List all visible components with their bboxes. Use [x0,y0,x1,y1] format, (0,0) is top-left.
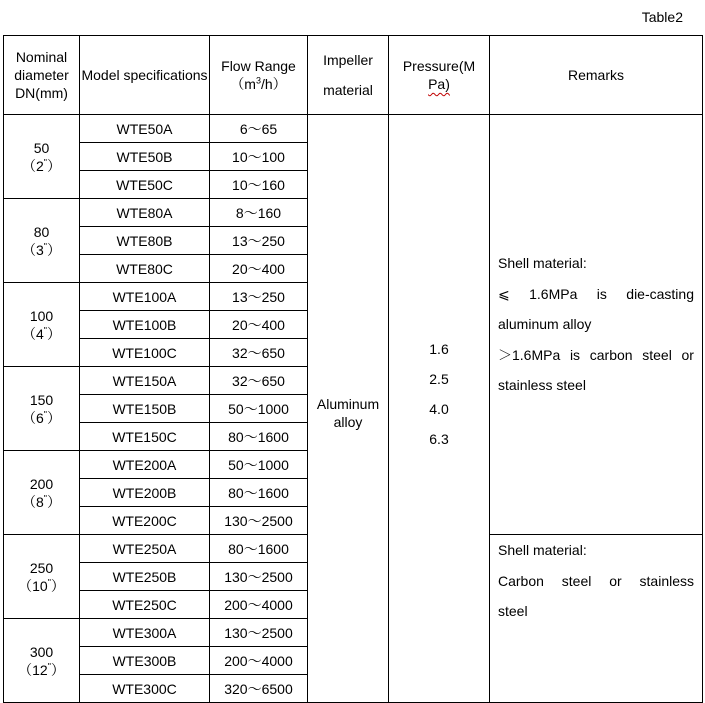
model-cell: WTE100A [80,283,210,311]
model-cell: WTE200C [80,507,210,535]
diameter-mm: 80 [33,223,50,240]
impeller-material-cell: Aluminum alloy [308,115,389,703]
pressure-value: 6.3 [429,430,449,447]
model-cell: WTE100C [80,339,210,367]
remarks-heading: Shell material: [498,255,587,272]
flow-range-cell: 50～1000 [210,451,308,479]
flow-range-cell: 6～65 [210,115,308,143]
flow-range-cell: 80～1600 [210,423,308,451]
flow-range-cell: 130～2500 [210,619,308,647]
diameter-mm: 50 [33,139,50,156]
flow-range-cell: 8～160 [210,199,308,227]
diameter-inch: （4"） [22,324,61,342]
flow-range-cell: 130～2500 [210,563,308,591]
nominal-diameter-cell [4,199,80,283]
header-row [4,36,703,115]
flow-range-cell: 10～100 [210,143,308,171]
diameter-inch: （10"） [18,576,65,594]
nominal-diameter-cell [4,115,80,199]
model-cell: WTE50A [80,115,210,143]
model-cell: WTE150C [80,423,210,451]
remarks-cell-steel [490,535,703,703]
flow-range-cell: 320～6500 [210,675,308,703]
flow-range-cell: 80～1600 [210,479,308,507]
flow-range-cell: 50～1000 [210,395,308,423]
model-cell: WTE150A [80,367,210,395]
model-cell: WTE80C [80,255,210,283]
remarks-line: steel [498,603,528,619]
remarks-line: aluminum alloy [498,316,592,333]
table-row [4,115,703,143]
diameter-inch: （3"） [22,240,61,258]
diameter-mm: 100 [29,307,54,324]
model-cell: WTE300A [80,619,210,647]
table-caption: Table2 [641,9,683,25]
header-impeller-material: Impeller material [308,36,389,115]
remarks-line: ⩽ 1.6MPa is die-casting [498,285,694,302]
diameter-mm: 200 [29,475,54,492]
header-remarks: Remarks [490,36,703,115]
model-cell: WTE300B [80,647,210,675]
specifications-table [3,35,703,703]
model-cell: WTE50B [80,143,210,171]
diameter-mm: 300 [29,643,54,660]
flow-range-cell: 32～650 [210,339,308,367]
remarks-cell-aluminum [490,115,703,535]
flow-range-cell: 200～4000 [210,591,308,619]
remarks-line: Carbon steel or stainless [498,572,694,589]
diameter-mm: 250 [29,559,54,576]
flow-range-cell: 20～400 [210,255,308,283]
pressure-value: 4.0 [429,400,449,417]
flow-range-cell: 13～250 [210,227,308,255]
diameter-inch: （8"） [22,492,61,510]
model-cell: WTE300C [80,675,210,703]
nominal-diameter-cell [4,619,80,703]
model-cell: WTE250A [80,535,210,563]
pressure-value: 1.6 [429,340,449,357]
diameter-inch: （12"） [18,660,65,678]
model-cell: WTE50C [80,171,210,199]
model-cell: WTE80B [80,227,210,255]
remarks-heading: Shell material: [498,542,587,558]
flow-range-cell: 20～400 [210,311,308,339]
flow-range-cell: 13～250 [210,283,308,311]
remarks-line: stainless steel [498,377,586,394]
flow-range-cell: 200～4000 [210,647,308,675]
pressure-cell [389,115,490,703]
model-cell: WTE200B [80,479,210,507]
model-cell: WTE250B [80,563,210,591]
diameter-inch: （6"） [22,408,61,426]
pressure-value: 2.5 [429,370,449,387]
header-nominal-diameter: Nominal diameter DN(mm) [4,36,80,115]
nominal-diameter-cell [4,283,80,367]
header-pressure: Pressure(M Pa) [389,36,490,115]
model-cell: WTE200A [80,451,210,479]
model-cell: WTE250C [80,591,210,619]
flow-range-cell: 32～650 [210,367,308,395]
diameter-inch: （2"） [22,156,61,174]
flow-range-cell: 80～1600 [210,535,308,563]
flow-range-cell: 130～2500 [210,507,308,535]
model-cell: WTE80A [80,199,210,227]
remarks-line: ＞1.6MPa is carbon steel or [498,346,694,363]
nominal-diameter-cell [4,367,80,451]
nominal-diameter-cell [4,535,80,619]
flow-range-cell: 10～160 [210,171,308,199]
model-cell: WTE150B [80,395,210,423]
diameter-mm: 150 [29,391,54,408]
header-flow-range: Flow Range $(m^3/h)$ [210,36,308,115]
model-cell: WTE100B [80,311,210,339]
header-model-specifications: Model specifications [80,36,210,115]
nominal-diameter-cell [4,451,80,535]
